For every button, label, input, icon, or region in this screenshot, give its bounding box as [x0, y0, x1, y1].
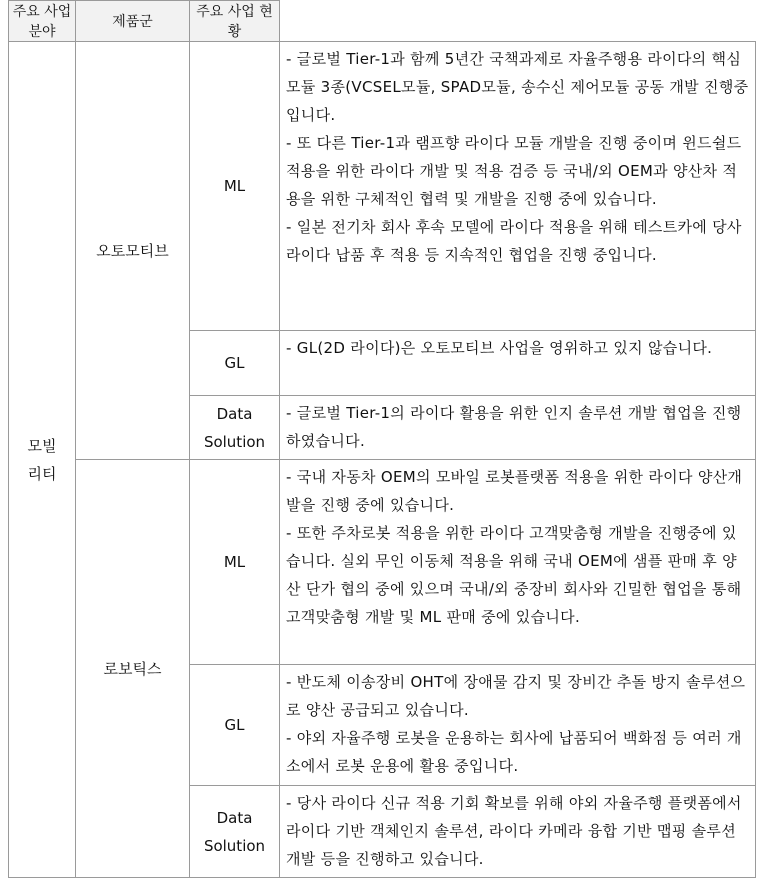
table-row [9, 42, 756, 331]
product-automotive-data-solution [190, 396, 280, 460]
product-label: GL [224, 354, 245, 372]
status-automotive-gl [280, 331, 756, 396]
header-product-group [76, 1, 190, 42]
subsector-robotics-label: 로보틱스 [103, 660, 162, 678]
status-automotive-ml [280, 42, 756, 331]
business-status-table [8, 0, 756, 878]
sector-mobility-label: 모빌 리티 [27, 436, 57, 483]
status-paragraph: - 글로벌 Tier-1과 함께 5년간 국책과제로 자율주행용 라이다의 핵심 모듈 3종(VCSEL모듈, SPAD모듈, 송수신 제어모듈 공동 개발 진행중입니다. [286, 50, 749, 124]
header-status: 주요 사업 현황 [190, 1, 280, 42]
product-label: Data Solution [203, 808, 266, 855]
status-paragraph: - 또 다른 Tier-1과 램프향 라이다 모듈 개발을 진행 중이며 윈드쉴드 적용을 위한 라이다 개발 및 적용 검증 등 국내/외 OEM과 양산차 적용을 위한 구체적인 협력 및 개발을 진행 중에 있습니다. [286, 134, 742, 208]
status-paragraph: - 반도체 이송장비 OHT에 장애물 감지 및 장비간 추돌 방지 솔루션으로 양산 공급되고 있습니다. [286, 673, 746, 719]
product-robotics-gl [190, 665, 280, 786]
product-robotics-data-solution [190, 786, 280, 878]
header-product-group-label: 제품군 [112, 14, 153, 30]
status-paragraph: - 글로벌 Tier-1의 라이다 활용을 위한 인지 솔루션 개발 협업을 진행하였습니다. [286, 404, 742, 450]
subsector-automotive [76, 42, 190, 460]
status-paragraph: - 일본 전기차 회사 후속 모델에 라이다 적용을 위해 테스트카에 당사 라이다 납품 후 적용 등 지속적인 협업을 진행 중입니다. [286, 218, 742, 264]
product-robotics-ml [190, 460, 280, 665]
status-robotics-data-solution [280, 786, 756, 878]
status-automotive-data-solution [280, 396, 756, 460]
status-paragraph: - 또한 주차로봇 적용을 위한 라이다 고객맞춤형 개발을 진행중에 있습니다. 실외 무인 이동체 적용을 위해 국내 OEM에 샘플 판매 후 양산 단가 협의 중에 있으며 국내/외 중장비 회사와 긴밀한 협업을 통해 고객맞춤형 개발 및 ML 판매 중에 있습니다. [286, 524, 742, 626]
subsector-automotive-label: 오토모티브 [96, 242, 169, 260]
status-robotics-gl [280, 665, 756, 786]
subsector-robotics [76, 460, 190, 878]
table-row [9, 460, 756, 665]
table-header-row [9, 1, 756, 42]
product-label: Data Solution [203, 404, 266, 451]
status-paragraph: - 야외 자율주행 로봇을 운용하는 회사에 납품되어 백화점 등 여러 개소에서 로봇 운용에 활용 중입니다. [286, 729, 742, 775]
status-paragraph: - GL(2D 라이다)은 오토모티브 사업을 영위하고 있지 않습니다. [286, 339, 713, 357]
status-paragraph: - 국내 자동차 OEM의 모바일 로봇플랫폼 적용을 위한 라이다 양산개발을 진행 중에 있습니다. [286, 468, 743, 514]
product-automotive-gl [190, 331, 280, 396]
product-label: ML [223, 553, 246, 571]
sector-mobility [9, 42, 76, 878]
status-paragraph: - 당사 라이다 신규 적용 기회 확보를 위해 야외 자율주행 플랫폼에서 라이다 기반 객체인지 솔루션, 라이다 카메라 융합 기반 맵핑 솔루션 개발 등을 진행하고 있습니다. [286, 794, 742, 868]
product-label: GL [224, 716, 245, 734]
status-robotics-ml [280, 460, 756, 665]
product-automotive-ml [190, 42, 280, 331]
product-label: ML [223, 177, 246, 195]
header-sector: 주요 사업분야 [9, 1, 76, 42]
